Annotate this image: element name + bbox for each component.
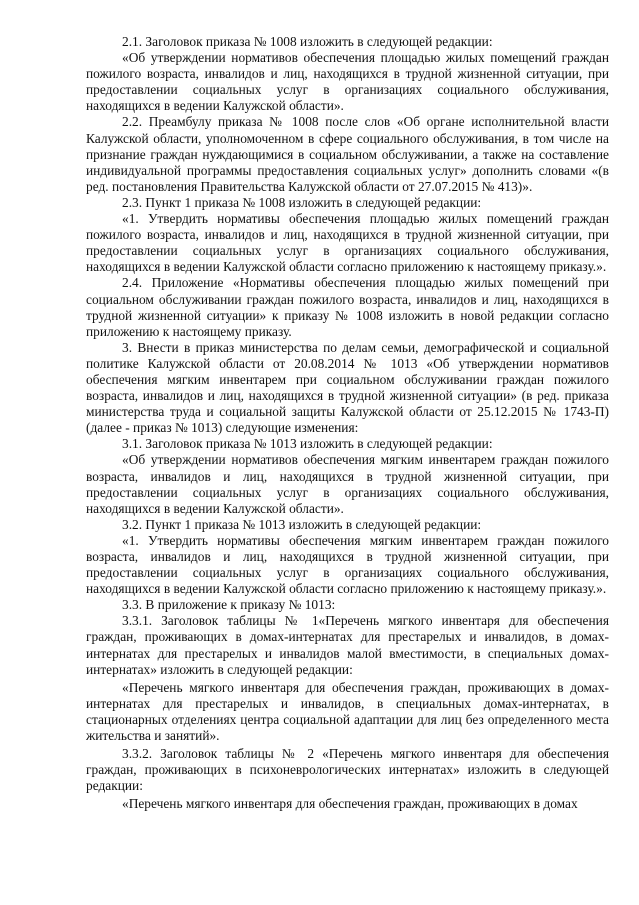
paragraph: 2.3. Пункт 1 приказа № 1008 изложить в следующей редакции: (122, 194, 482, 210)
paragraph: 3.2. Пункт 1 приказа № 1013 изложить в следующей редакции: (122, 516, 482, 532)
paragraph: «Об утверждении нормативов обеспечения мягким инвентарем граждан пожилого возраста, инвалидов и лиц, находящихся в трудной жизненной ситуации, при предоставлении социальных услуг в организациях социального обслуживания, находящихся в ведении Калужской области». (86, 452, 609, 516)
paragraph: «1. Утвердить нормативы обеспечения мягким инвентарем граждан пожилого возраста, инвалидов и лиц, находящихся в трудной жизненной ситуации, при предоставлении социальных услуг в организациях социального обслуживания, находящихся в ведении Калужской области согласно приложению к настоящему приказу.». (86, 532, 609, 597)
paragraph: 3.3.1. Заголовок таблицы № 1«Перечень мягкого инвентаря для обеспечения граждан, проживающих в домах-интернатах для престарелых и инвалидов, в домах-интернатах для престарелых и инвалидов малой вместимости, в специальных домах-интернатах» изложить в следующей редакции: (86, 613, 609, 677)
paragraph: 3.1. Заголовок приказа № 1013 изложить в следующей редакции: (122, 436, 493, 452)
paragraph: «Об утверждении нормативов обеспечения площадью жилых помещений граждан пожилого возраста, инвалидов и лиц, находящихся в трудной жизненной ситуации, при предоставлении социальных услуг в организациях социального обслуживания, находящихся в ведении Калужской области». (86, 50, 609, 114)
paragraph: 2.4. Приложение «Нормативы обеспечения площадью жилых помещений при социальном обслуживании граждан пожилого возраста, инвалидов и лиц, находящихся в трудной жизненной ситуации» к приказу № 1008 изложить в новой редакции согласно приложению к настоящему приказу. (86, 275, 609, 339)
paragraph: «Перечень мягкого инвентаря для обеспечения граждан, проживающих в домах-интернатах для престарелых и инвалидов, в специальных домах-интернатах, в стационарных отделениях центра социальной адаптации для лиц без определенного места жительства и занятий». (86, 679, 609, 744)
paragraph: 3. Внести в приказ министерства по делам семьи, демографической и социальной политике Калужской области от 20.08.2014 № 1013 «Об утверждении нормативов обеспечения мягким инвентарем при социальном обслуживании граждан пожилого возраста, инвалидов и лиц, находящихся в трудной жизненной ситуации» (в ред. приказа министерства труда и социальной защиты Калужской области от 25.12.2015 № 1743-П) (далее - приказ № 1013) следующие изменения: (86, 339, 609, 436)
paragraph: 3.3.2. Заголовок таблицы № 2 «Перечень мягкого инвентаря для обеспечения граждан, проживающих в психоневрологических интернатах» изложить в следующей редакции: (86, 746, 609, 794)
paragraph: «Перечень мягкого инвентаря для обеспечения граждан, проживающих в домах (122, 796, 578, 812)
paragraph: «1. Утвердить нормативы обеспечения площадью жилых помещений граждан пожилого возраста, инвалидов и лиц, находящихся в трудной жизненной ситуации, при предоставлении социальных услуг в организациях социального обслуживания, находящихся в ведении Калужской области согласно приложению к настоящему приказу.». (86, 211, 609, 275)
paragraph: 3.3. В приложение к приказу № 1013: (122, 597, 336, 613)
paragraph: 2.2. Преамбулу приказа № 1008 после слов «Об органе исполнительной власти Калужской области, уполномоченном в сфере социального обслуживания, в том числе на признание граждан нуждающимися в социальном обслуживании, а также на составление индивидуальной программы предоставления социальных услуг» дополнить словами «(в ред. постановления Правительства Калужской области от 27.07.2015 № 413)». (86, 114, 609, 194)
paragraph: 2.1. Заголовок приказа № 1008 изложить в следующей редакции: (122, 34, 493, 49)
